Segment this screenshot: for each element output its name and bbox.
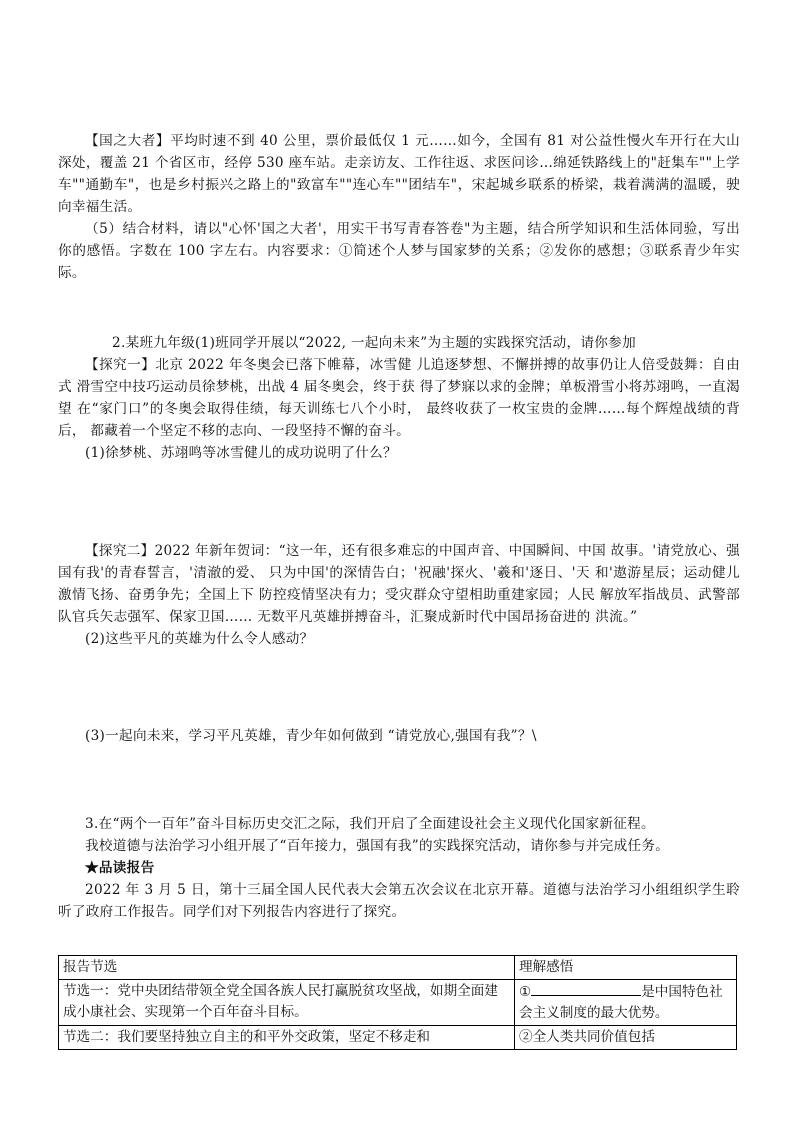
question-3-intro: 3.在“两个一百年”奋斗目标历史交汇之际，我们开启了全面建设社会主义现代化国家新征程。 xyxy=(85,816,655,832)
question-2-intro: 2.某班九年级(1)班同学开展以“2022, 一起向未来”为主题的实践探究活动，请你参加 xyxy=(112,335,636,351)
table-row2-left: 节选二：我们要坚持独立自主的和平外交政策，坚定不移走和 xyxy=(59,1026,515,1050)
question-2-block xyxy=(58,332,740,464)
table-header-left: 报告节选 xyxy=(59,956,515,980)
question-2-1: (1)徐梦桃、苏翊鸣等冰雪健儿的成功说明了什么？ xyxy=(85,445,397,461)
row1-right-prefix: ① xyxy=(519,984,532,1000)
question-2-3-block xyxy=(58,725,740,747)
answer-blank[interactable] xyxy=(531,981,641,996)
section-national-affairs xyxy=(58,130,740,284)
national-affairs-paragraph: 【国之大者】平均时速不到 40 公里，票价最低仅 1 元……如今，全国有 81 对公益性慢火车开行在大山深处，覆盖 21 个省区市，经停 530 座车站。走亲访友、工作往返、求医问诊…绵延铁路线上的"赶集车""上学车""通勤车"，也是乡村振兴之路上的"致富车""连心车""团结车"，宋起城乡联系的桥梁，栽着满满的温暖，驶向幸福生活。 xyxy=(58,133,740,215)
report-intro: 2022 年 3 月 5 日，第十三届全国人民代表大会第五次会议在北京开幕。道德与法治学习小组组织学生聆听了政府工作报告。同学们对下列报告内容进行了探究。 xyxy=(58,882,740,920)
table-row1-left: 节选一：党中央团结带领全党全国各族人民打赢脱贫攻坚战，如期全面建成小康社会、实现第一个百年奋斗目标。 xyxy=(59,980,515,1026)
question-2-3: (3)一起向未来，学习平凡英雄，青少年如何做到 “请党放心,强国有我”？\ xyxy=(85,728,537,744)
table-row xyxy=(59,1026,737,1050)
question-3-activity: 我校道德与法治学习小组开展了“百年接力，强国有我”的实践探究活动，请你参与并完成任务。 xyxy=(85,838,670,854)
question-3-block xyxy=(58,813,740,923)
table-row2-right: ②全人类共同价值包括 xyxy=(515,1026,737,1050)
explore-2-block xyxy=(58,540,740,650)
explore-1-paragraph: 【探究一】北京 2022 年冬奥会已落下帷幕，冰雪健 儿追逐梦想、不懈拼搏的故事仍让人倍受鼓舞：自由式 滑雪空中技巧运动员徐梦桃，出战 4 届冬奥会，终于获 得了梦寐以求的金牌；单板滑雪小将苏翊鸣，一直渴望 在“家门口”的冬奥会取得佳绩，每天训练七八个小时， 最终收获了一枚宝贵的金牌……每个辉煌战绩的背后， 都藏着一个坚定不移的志向、一段坚持不懈的奋斗。 xyxy=(58,357,740,439)
explore-2-paragraph: 【探究二】2022 年新年贺词：“这一年，还有很多难忘的中国声音、中国瞬间、中国 故事。'请党放心、强国有我'的青春誓言，'清澈的爱、 只为中国'的深情告白；'祝融'探火、'羲和'逐日、'天 和'遨游星辰；运动健儿激情飞扬、奋勇争先；全国上下 防控疫情坚决有力；受灾群众守望相助重建家园；人民 解放军指战员、武警部队官兵矢志强军、保家卫国…… 无数平凡英雄拼搏奋斗，汇聚成新时代中国昂扬奋进的 洪流。” xyxy=(58,543,740,625)
reading-report-heading: ★品读报告 xyxy=(85,860,155,876)
row1-right-suffix: 是中国特色社会主义制度的最大优势。 xyxy=(519,984,723,1021)
question-2-2: (2)这些平凡的英雄为什么令人感动？ xyxy=(85,631,314,647)
question-5: （5）结合材料，请以"心怀'国之大者'，用实干书写青春答卷"为主题，结合所学知识和生活体同验，写出你的感悟。字数在 100 字左右。内容要求：①简述个人梦与国家梦的关系；②发你的感想；③联系青少年实际。 xyxy=(58,221,740,281)
table-row1-right xyxy=(515,980,737,1026)
table-header-right: 理解感悟 xyxy=(515,956,737,980)
report-table xyxy=(58,955,737,1050)
table-header-row xyxy=(59,956,737,980)
table-row xyxy=(59,980,737,1026)
